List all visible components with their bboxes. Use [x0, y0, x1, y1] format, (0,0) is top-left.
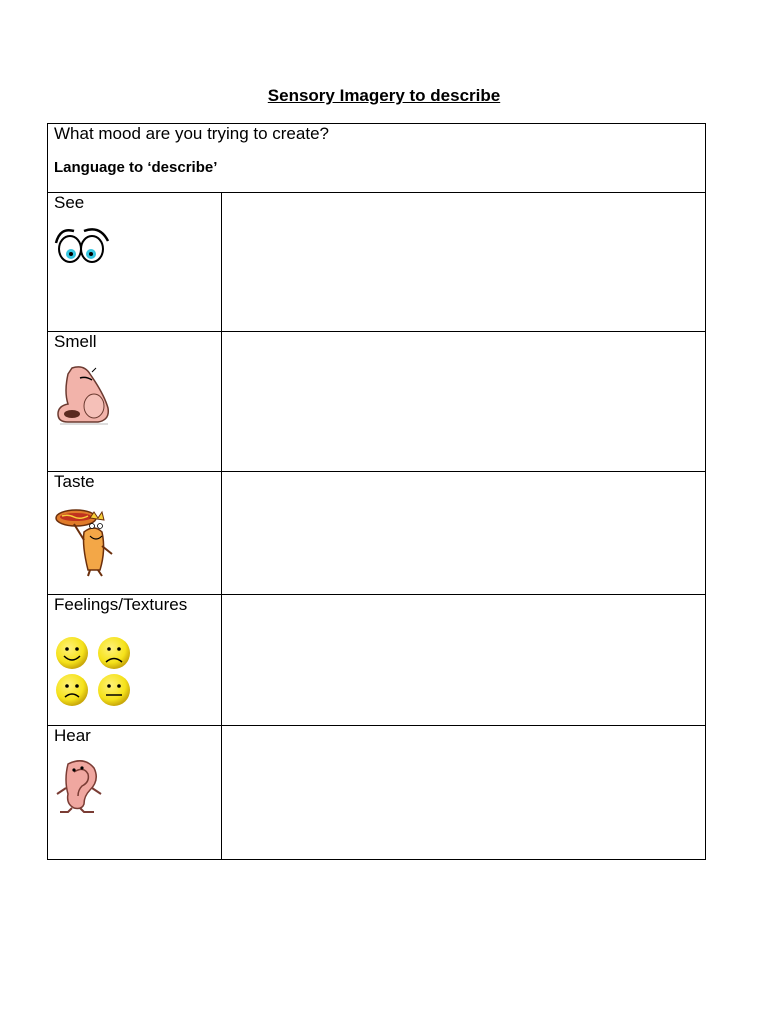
table-row [48, 472, 705, 595]
row-label-hear: Hear [54, 726, 91, 745]
hotdog-icon [54, 506, 120, 578]
label-cell [48, 726, 222, 859]
answer-cell-smell[interactable] [222, 332, 705, 471]
row-label-see: See [54, 193, 85, 212]
label-cell [48, 332, 222, 471]
row-label-smell: Smell [54, 332, 97, 351]
table-row [48, 595, 705, 726]
answer-cell-see[interactable] [222, 193, 705, 331]
row-label-taste: Taste [54, 472, 95, 491]
eyes-icon [54, 225, 110, 269]
ear-icon [54, 758, 104, 814]
answer-cell-hear[interactable] [222, 726, 705, 859]
language-subheading: Language to ‘describe’ [54, 159, 218, 176]
table-row [48, 726, 705, 859]
mood-question: What mood are you trying to create? [54, 124, 329, 143]
nose-icon [54, 364, 112, 426]
table-row [48, 193, 705, 332]
row-label-feelings: Feelings/Textures [54, 595, 188, 614]
label-cell [48, 595, 222, 725]
answer-cell-feelings[interactable] [222, 595, 705, 725]
label-cell [48, 472, 222, 594]
table-row [48, 332, 705, 472]
sensory-table [47, 123, 706, 860]
mood-header-cell[interactable] [48, 124, 705, 193]
page-title: Sensory Imagery to describe [267, 86, 501, 105]
smiley-faces-icon [54, 635, 136, 709]
answer-cell-taste[interactable] [222, 472, 705, 594]
label-cell [48, 193, 222, 331]
